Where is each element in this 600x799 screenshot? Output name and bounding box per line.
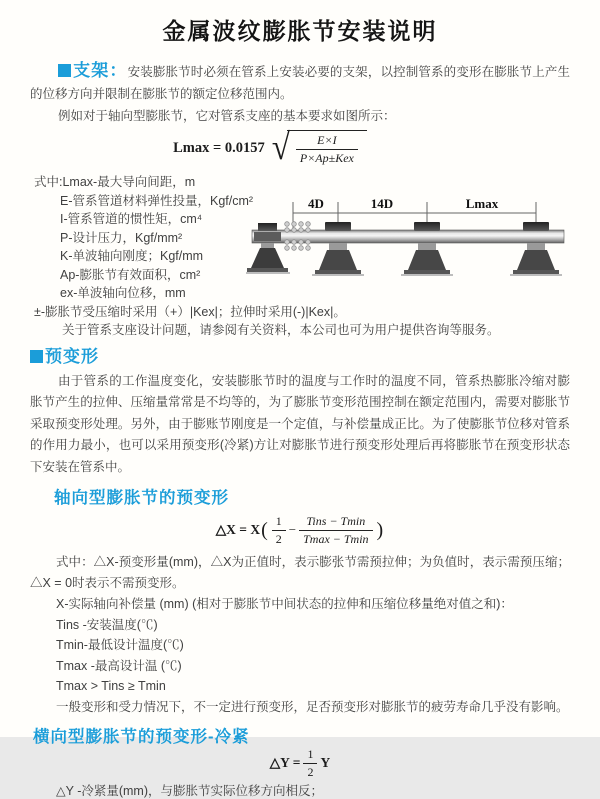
consult-note: 关于管系支座设计问题，请参阅有关资料，本公司也可为用户提供咨询等服务。 [62, 323, 500, 337]
right-paren: ) [376, 518, 384, 541]
definition-line: Tmax -最高设计温 (℃) [56, 658, 182, 673]
fraction-numerator: 1 [272, 514, 286, 531]
fraction-numerator: E×I [296, 133, 358, 150]
minus-operator: − [288, 522, 297, 537]
fraction-denominator: 2 [307, 764, 314, 779]
axial-explain-text: 式中：△X-预变形量(mm)，△X为正值时，表示膨张节需预拉伸；为负值时，表示需预压缩；△X = 0时表示不需预变形。 [30, 555, 570, 590]
formula-lmax [30, 127, 510, 169]
predeform-section-heading [30, 346, 570, 369]
definition-line: K-单波轴向刚度；Kgf/mm [60, 249, 204, 263]
definition-line: 式中:Lmax-最大导向间距，m [34, 175, 196, 189]
definition-line: Ap-膨胀节有效面积，cm² [60, 267, 201, 282]
formula-dx-lhs: △X = X [215, 522, 261, 537]
support-section-heading: 支架： [73, 61, 128, 80]
lateral-sub-heading: 横向型膨胀节的预变形-冷紧 [33, 728, 250, 746]
support-diagram [246, 192, 596, 292]
half-fraction [303, 747, 317, 780]
definition-line: P-设计压力，Kgf/mm² [60, 230, 183, 245]
definition-line: Tins -安装温度(℃) [56, 617, 158, 632]
formula-delta-y [30, 746, 570, 779]
definition-line: Tmin-最低设计温度(℃) [56, 638, 184, 652]
formula-lmax-fraction [296, 133, 358, 166]
radical-body [287, 130, 367, 166]
section-square-icon [58, 64, 71, 77]
fraction-denominator: P×Ap±Kex [299, 151, 354, 165]
dimension-label: Lmax [465, 196, 499, 211]
general-note-line: 一般变形和受力情况下，不一定进行预变形，足否预变形对膨胀节的疲劳寿命几乎没有影响。 [56, 699, 569, 714]
fraction-numerator: Tins − Tmin [299, 514, 372, 531]
definition-line: X-实际轴向补偿量 (mm) (相对于膨胀节中间状态的拉伸和压缩位移量绝对值之和)： [56, 597, 513, 611]
left-paren: ( [261, 518, 268, 541]
formula-dy-rhs: Y [320, 755, 331, 770]
lateral-note-line: △Y -冷紧量(mm)，与膨胀节实际位移方向相反； [56, 784, 324, 798]
support-example-text: 例如对于轴向型膨胀节，它对管系支座的基本要求如图所示： [58, 109, 396, 123]
half-fraction [272, 514, 286, 547]
page-title: 金属波纹膨胀节安装说明 [162, 18, 438, 44]
dimension-label: 4D [308, 196, 324, 211]
definition-line: E-管系管道材料弹性投量，Kgf/cm² [60, 193, 254, 208]
radical-sign: √ [271, 127, 290, 168]
support-intro-paragraph [30, 60, 570, 105]
section-square-icon [30, 350, 43, 363]
fraction-denominator: 2 [275, 531, 282, 546]
dimension-label: 14D [370, 196, 394, 211]
support-intro-text: 安装膨胀节时必须在管系上安装必要的支架，以控制管系的变形在膨胀节上产生的位移方向并限制在膨胀节的额定位移范围内。 [30, 65, 570, 101]
axial-sub-heading: 轴向型膨胀节的预变形 [54, 489, 229, 507]
predeform-heading-label: 预变形 [45, 346, 99, 366]
definition-line: ex-单波轴向位移，mm [60, 286, 186, 300]
predeform-body-text: 由于管系的工作温度变化，安装膨胀节时的温度与工作时的温度不同，管系热膨胀冷缩对膨胀节产生的拉伸、压缩量常常是不均等的，为了膨胀节变形范围控制在额定范围内，需要对膨胀节采取预变形处理。另外，由于膨账节刚度是一个定值，与补偿量成正比。为了使膨胀节位移对管系的作用力最小，也可以采用预变形(冷紧)方让对膨胀节进行预变形处理后再将膨胀节在预变形状态下安装在管系中。 [30, 373, 570, 474]
formula-lmax-lhs: Lmax = 0.0157 [173, 139, 265, 156]
axial-definition-lines [56, 594, 570, 717]
temperature-fraction [299, 514, 372, 547]
formula-delta-x [30, 510, 570, 550]
fraction-denominator: Tmax − Tmin [303, 531, 369, 546]
formula-dy-lhs: △Y = [269, 755, 301, 770]
definition-line: Tmax > Tins ≥ Tmin [56, 679, 166, 693]
fraction-numerator: 1 [303, 747, 317, 764]
definition-line: I-管系管道的惯性矩，cm⁴ [60, 212, 203, 226]
plus-minus-note: ±-膨胀节受压缩时采用（+）|Kex|；拉伸时采用(-)|Kex|。 [34, 304, 346, 319]
